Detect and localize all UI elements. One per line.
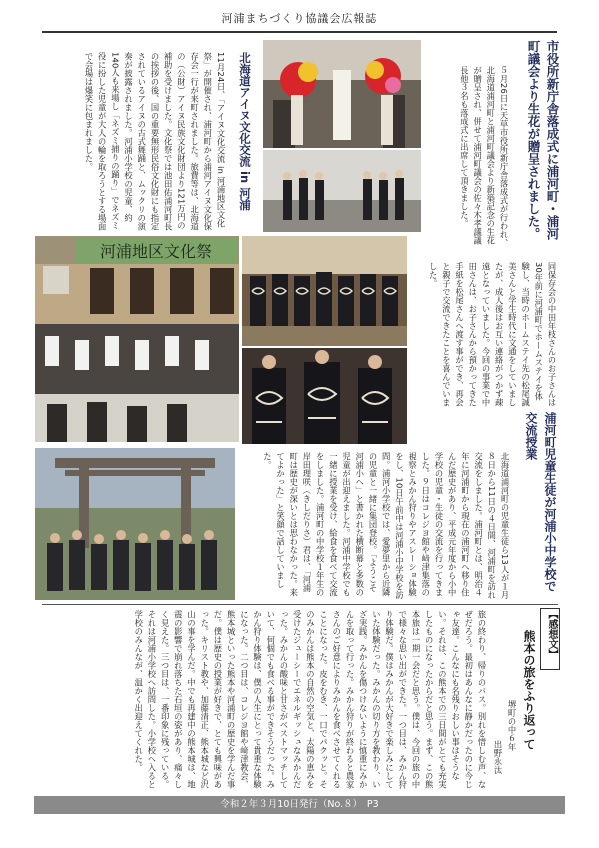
banner-text: 河浦地区文化祭 xyxy=(99,242,213,261)
article4-headline: 浦河町児童生徒が河浦小中学校で交流授業 xyxy=(524,412,557,592)
essay-divider xyxy=(42,604,558,605)
article4-body: 北海道浦河町の児童生徒ら13人が１月８日から11日の４日間、河浦町を訪れ交流をしました。浦河町とは、明治４年に河浦町から現在の浦河町へ移り住んだ歴史があり、平成元年度から小中学校の児童・生徒の交流を行ってきました。９日はコレジヨ館や﨑津集落の視察とみかん狩りやアスレーショ体験をし、10日午前中は河浦小中学校を訪問。浦河小学校では、愛夢里から近隣の児童と一緒に集団登校。「ようこそ河浦小へ」と書かれた横断幕と多数の児童が出迎えました。河浦中学校でも一緒に授業を受け、給食を食べて交流をしました。浦河町の中学校１年生の岸田理咲（きしだりさ）君は、「河浦町は歴史が深いとは思わなかった。来てよかった」と笑顔で話していました。 xyxy=(262,452,510,599)
ainu-costume-women-photo xyxy=(242,348,407,444)
dignitaries-standing-photo xyxy=(263,150,421,232)
essay-tag: 【感想文】 xyxy=(540,608,560,670)
article1-headline-line1: 市役所新庁舎落成式に浦河町・浦河 xyxy=(545,40,560,240)
ainu-dance-photo xyxy=(242,236,407,346)
essay-author-school: 堺町の中６年 xyxy=(507,700,517,751)
essay-title: 熊本の旅をふり返って xyxy=(522,630,536,750)
article3-body-top: 同保存会の中田年枝さんのお子さんは30年前に河浦町でホームステイを体験し、当時のホームステイ先の松尾誠美さんと学生時代に文通をしていましたが、成人後はお互い連絡がつかず疎遠となっていました。今回の事業で中田さんは、お子さんから預かってきた手紙を松尾さんへ渡す事ができ、再会と親子で交流できたことを喜んでいました。 xyxy=(428,262,557,407)
article2-headline: 北海道アイヌ文化交流 in 河浦 xyxy=(238,52,252,211)
page-footer: 令和２年３月10日発行（No.８） P3 xyxy=(34,796,565,814)
top-rule xyxy=(42,31,557,33)
article1-body: ５月26日に天草市役所新庁舎落成式が行われ、北海道浦河町と浦河町議会より新築記念の生花が贈呈され、併せて浦河町議会の佐々木孝議議長他３名も落成式に出席して頂きました。 xyxy=(459,66,509,247)
torii-group-photo xyxy=(35,448,235,600)
essay-author-name: 出野永汰 xyxy=(493,740,503,774)
article1-headline-line2: 町議会より生花が贈呈されました。 xyxy=(526,40,541,240)
page-title: 河浦まちづくり協議会広報誌 xyxy=(221,12,378,25)
essay-body: 旅の終わり、帰りのバス。別れを惜しむ声、なぜだろう。最初はあんなに静かだったのに今じゃ友達。こんなにも名残りおしい事はそうない。それは、この熊本での三日間がとても充実したものになったからだと思う。まず、この熊本旅は一期一会だと思う。僕は、今回の旅の中で様々な思い出ができた。一つ目は、みかん狩り体験だ。僕はみかんが大好きで楽しみにしていた体験だった。みかんの切り方を教わり、いざ実践。みかんを傷つけないように慎重にみかんを取って行った。みかん狩りが終わると農家さんのご好意によりみかんを食べさせてくれることになった。皮をむき、一口でパクッと。そのみかんは熊本の自然の空気と、太陽の恵みを受けたジューシーでエネルギッシュなみかんだった。みかんの酸味と甘さがベストマッチしていて、何個でも食べる事ができそうだった。みかん狩り体験は、僕の人生にとって貴重な体験になった。二つ目は、コレジヨ館や﨑津教会、熊本城といった熊本や河浦町の歴史を学んだ事だ。僕は歴史の授業が好きで、とても興味があった。キリスト教や、加藤清正、熊本城など沢山の事を学んだ。中でも再建中の熊本城は、地震の影響で崩れ落ちた石垣の姿があり、痛々しく見えた。三つ目は、一番印象に残っている。それは河浦小学校へ訪問した。小学校へ入ると学校のみんなが、温かく出迎えてくれた。 xyxy=(133,610,487,789)
article1-headline xyxy=(514,40,562,250)
ceremony-flowers-photo xyxy=(263,40,421,148)
bunkasai-stage-photo xyxy=(35,236,239,442)
article2-body: 11月24日、「アイヌ文化交流 in 河浦地区文化祭」が開催され、浦河町から浦河アイヌ文化保存会一行が来町されました。旅費等は、北海道の（公財）アイヌ民族文化財団より121万円の補助を受けました。文化祭では池田佑浦河町長の挨拶の後、国の重要無形民俗文化財にも指定されているアイヌの古式舞踊と、ムックリの演奏が披露されました。河浦小学校の児童、約140人も来場し「ネズミ捕りの踊り」でネズミ役に扮した児童が大人の輪を取ろうとする場面で会場は爆笑に包まれました。 xyxy=(83,52,226,231)
